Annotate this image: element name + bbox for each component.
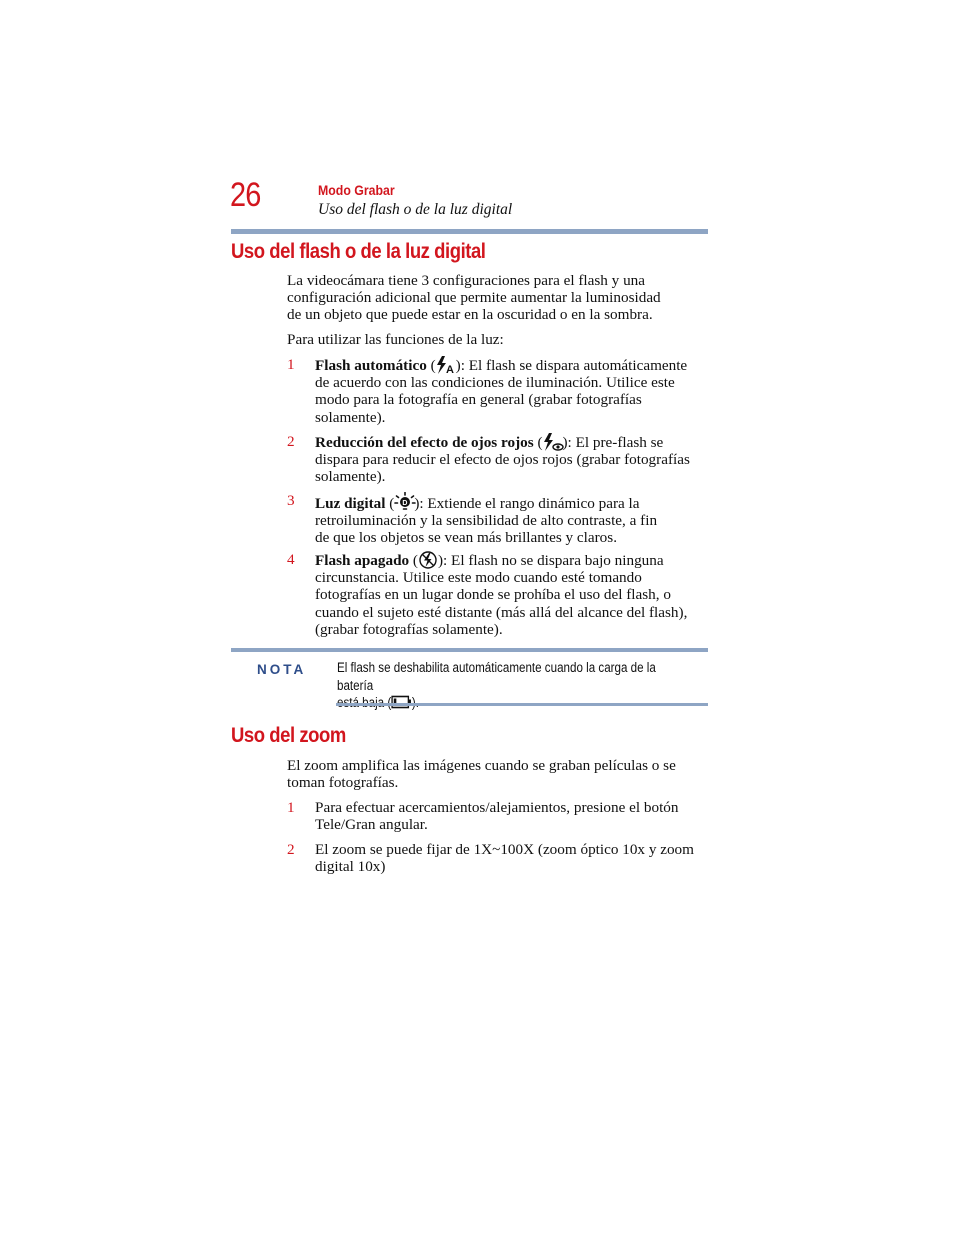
list-item: Flash automático ( A ): El flash se dispara automáticamente de acuerdo con las condiciones de iluminación. Utilice este modo para la fotografía en general (grabar fotografías solamente).	[315, 357, 688, 426]
list-number: 2	[287, 841, 295, 858]
note-bottom-rule	[336, 703, 708, 706]
zoom-intro-paragraph: El zoom amplifica las imágenes cuando se graban películas o se toman fotografías.	[287, 757, 676, 792]
low-battery-icon	[391, 695, 412, 709]
section-title-flash: Uso del flash o de la luz digital	[231, 240, 486, 263]
intro-paragraph: La videocámara tiene 3 configuraciones para el flash y una configuración adicional que permite aumentar la luminosidad de un objeto que puede estar en la oscuridad o en la sombra.	[287, 272, 661, 324]
chapter-title: Modo Grabar	[318, 182, 395, 198]
list-number: 1	[287, 356, 295, 373]
list-item: Para efectuar acercamientos/alejamientos, presione el botón Tele/Gran angular.	[315, 799, 679, 834]
list-number: 3	[287, 492, 295, 509]
list-number: 1	[287, 799, 295, 816]
svg-text:D: D	[402, 500, 408, 507]
list-number: 4	[287, 551, 295, 568]
header-rule	[231, 229, 708, 234]
flash-off-icon	[418, 551, 438, 569]
digital-light-icon	[394, 492, 414, 510]
list-item: Flash apagado ( ): El flash no se dispara bajo ninguna circunstancia. Utilice este modo cuando esté tomando fotografías en un lugar donde se prohíba el uso del flash, o cuando el sujeto esté distante (más allá del alcance del flash), (grabar fotografías solamente).	[315, 552, 688, 638]
note-top-rule	[231, 648, 708, 652]
lead-paragraph: Para utilizar las funciones de la luz:	[287, 331, 504, 348]
note-label: NOTA	[257, 662, 307, 677]
flash-auto-icon	[436, 356, 456, 374]
running-subtitle: Uso del flash o de la luz digital	[318, 201, 513, 218]
list-item: Luz digital ( D ): Extiende el rango dinámico para la retroiluminación y la sensibilidad de alto contraste, a fin de que los objetos se vean más brillantes y claros.	[315, 492, 707, 547]
list-item: El zoom se puede fijar de 1X~100X (zoom óptico 10x y zoom digital 10x)	[315, 841, 694, 876]
section-title-zoom: Uso del zoom	[231, 724, 346, 747]
list-item: Reducción del efecto de ojos rojos ( ): El pre-flash se dispara para reducir el efecto de ojos rojos (grabar fotografías solamente).	[315, 434, 690, 486]
list-number: 2	[287, 433, 295, 450]
svg-text:A: A	[445, 364, 454, 374]
note-text: El flash se deshabilita automáticamente cuando la carga de la batería	[337, 659, 664, 712]
red-eye-flash-icon	[543, 433, 563, 451]
page-number: 26	[230, 176, 261, 214]
